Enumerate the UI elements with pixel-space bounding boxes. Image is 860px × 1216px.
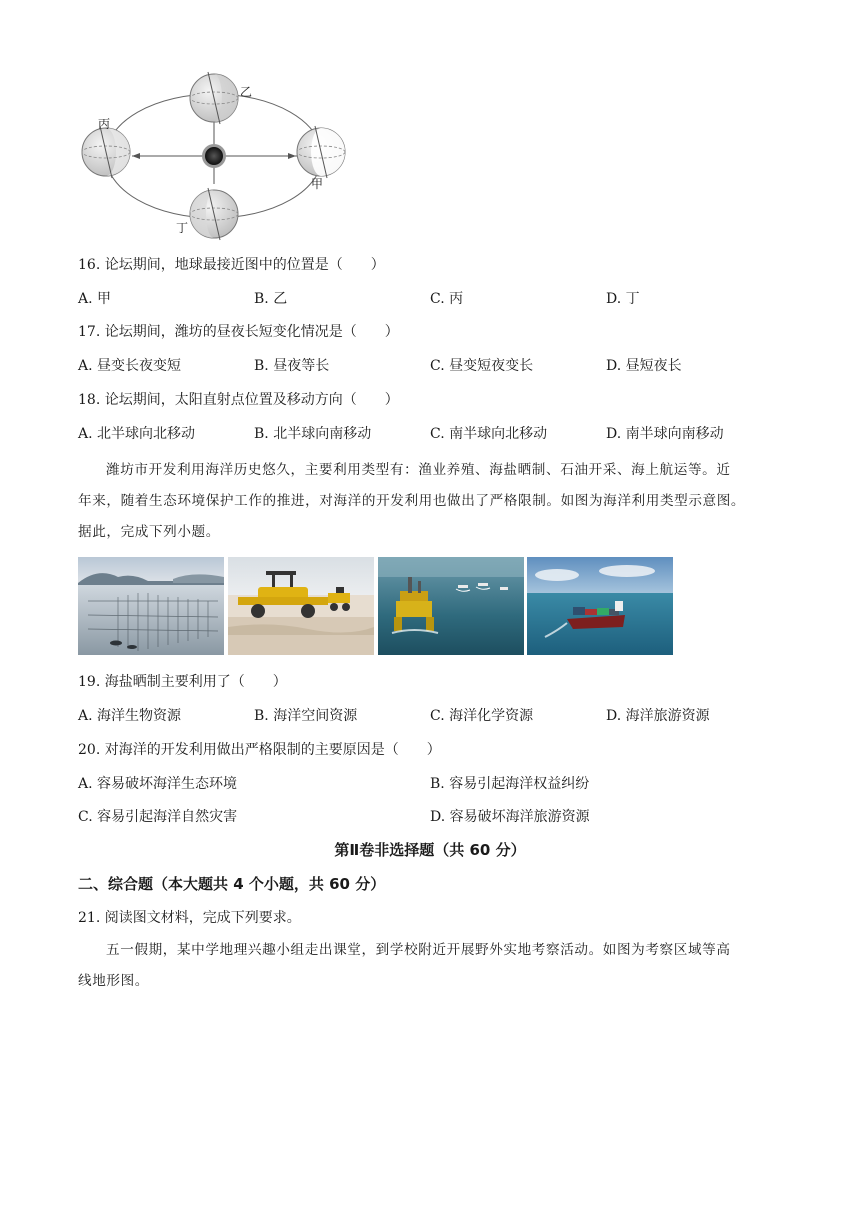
label-bing: 丙 xyxy=(98,117,111,131)
photo-container-ship xyxy=(527,557,673,655)
photo-fishery-aquaculture xyxy=(78,557,224,655)
question-20-stem: 20. 对海洋的开发利用做出严格限制的主要原因是（ ） xyxy=(78,742,441,758)
q18-option-c: C. 南半球向北移动 xyxy=(430,426,548,442)
q16-option-b: B. 乙 xyxy=(254,291,288,307)
sun-icon xyxy=(202,144,226,168)
question-16-stem: 16. 论坛期间，地球最接近图中的位置是（ ） xyxy=(78,257,385,273)
q20-option-c: C. 容易引起海洋自然灾害 xyxy=(78,809,238,825)
label-jia: 甲 xyxy=(311,177,324,191)
earth-orbit-diagram xyxy=(76,64,356,244)
photo-sea-salt-making xyxy=(228,557,374,655)
q17-option-b: B. 昼夜等长 xyxy=(254,358,330,374)
q21-line-2: 线地形图。 xyxy=(78,973,149,989)
question-19-stem: 19. 海盐晒制主要利用了（ ） xyxy=(78,674,287,690)
question-17-stem: 17. 论坛期间，潍坊的昼夜长短变化情况是（ ） xyxy=(78,324,399,340)
q21-material xyxy=(78,935,784,997)
passage-line-1: 潍坊市开发利用海洋历史悠久，主要利用类型有：渔业养殖、海盐晒制、石油开采、海上航运等。近 xyxy=(106,462,731,478)
q20-option-d: D. 容易破坏海洋旅游资源 xyxy=(430,809,590,825)
photo-offshore-oil-platform xyxy=(378,557,524,655)
q16-option-a: A. 甲 xyxy=(78,291,112,307)
globe-jia xyxy=(297,126,345,178)
section-2-title: 第Ⅱ卷非选择题（共 60 分） xyxy=(334,841,526,859)
q19-option-b: B. 海洋空间资源 xyxy=(254,708,358,724)
q18-option-d: D. 南半球向南移动 xyxy=(606,426,724,442)
q17-option-c: C. 昼变短夜变长 xyxy=(430,358,534,374)
question-21-stem: 21. 阅读图文材料，完成下列要求。 xyxy=(78,910,301,926)
passage-line-2: 年来，随着生态环境保护工作的推进，对海洋的开发利用也做出了严格限制。如图为海洋利用类型示意图。 xyxy=(78,493,746,509)
q18-option-a: A. 北半球向北移动 xyxy=(78,426,196,442)
q20-option-b: B. 容易引起海洋权益纠纷 xyxy=(430,776,590,792)
passage-text xyxy=(78,455,784,548)
section-2-heading: 二、综合题（本大题共 4 个小题，共 60 分） xyxy=(78,875,386,893)
q19-option-a: A. 海洋生物资源 xyxy=(78,708,182,724)
globe-ding xyxy=(190,188,238,240)
q19-option-c: C. 海洋化学资源 xyxy=(430,708,534,724)
question-18-stem: 18. 论坛期间，太阳直射点位置及移动方向（ ） xyxy=(78,392,399,408)
q16-option-d: D. 丁 xyxy=(606,291,640,307)
q20-option-a: A. 容易破坏海洋生态环境 xyxy=(78,776,238,792)
passage-line-3: 据此，完成下列小题。 xyxy=(78,524,220,540)
q18-option-b: B. 北半球向南移动 xyxy=(254,426,372,442)
label-yi: 乙 xyxy=(240,85,253,99)
q19-option-d: D. 海洋旅游资源 xyxy=(606,708,710,724)
q16-option-c: C. 丙 xyxy=(430,291,464,307)
globe-bing xyxy=(82,126,130,178)
q17-option-a: A. 昼变长夜变短 xyxy=(78,358,182,374)
globe-yi xyxy=(190,72,238,124)
label-ding: 丁 xyxy=(176,221,189,235)
q17-option-d: D. 昼短夜长 xyxy=(606,358,682,374)
q21-line-1: 五一假期，某中学地理兴趣小组走出课堂，到学校附近开展野外实地考察活动。如图为考察区域等高 xyxy=(106,942,731,958)
